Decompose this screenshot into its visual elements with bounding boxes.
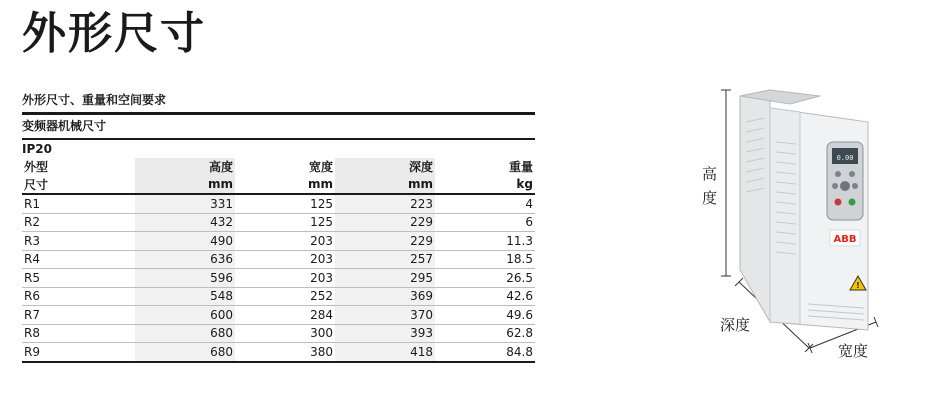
cell-frame: R8	[22, 324, 135, 343]
cell-depth: 295	[335, 269, 435, 288]
table-header-row	[22, 158, 535, 176]
cell-height: 636	[135, 250, 235, 269]
cell-width: 300	[235, 324, 335, 343]
cell-width: 252	[235, 287, 335, 306]
cell-frame: R2	[22, 213, 135, 232]
cell-height: 596	[135, 269, 235, 288]
cell-depth: 370	[335, 306, 435, 325]
cell-weight: 49.6	[435, 306, 535, 325]
cell-depth: 393	[335, 324, 435, 343]
width-unit: mm	[235, 176, 335, 195]
table-row	[22, 343, 535, 362]
height-label: 高度	[702, 165, 718, 207]
cell-width: 125	[235, 194, 335, 213]
table-row	[22, 194, 535, 213]
panel-display-text: 0.00	[836, 154, 854, 162]
cell-frame: R9	[22, 343, 135, 362]
cell-weight: 4	[435, 194, 535, 213]
cell-depth: 229	[335, 213, 435, 232]
cell-depth: 369	[335, 287, 435, 306]
depth-header: 深度	[335, 158, 435, 176]
height-header: 高度	[135, 158, 235, 176]
page-title: 外形尺寸	[22, 8, 206, 59]
cell-frame: R3	[22, 232, 135, 251]
cell-weight: 11.3	[435, 232, 535, 251]
cell-weight: 62.8	[435, 324, 535, 343]
table-row	[22, 250, 535, 269]
weight-header: 重量	[508, 160, 533, 175]
height-unit: mm	[135, 176, 235, 195]
subsection-title: 变频器机械尺寸	[22, 118, 535, 140]
table-row	[22, 287, 535, 306]
cell-width: 203	[235, 269, 335, 288]
svg-text:!: !	[856, 281, 860, 290]
cell-depth: 223	[335, 194, 435, 213]
drive-drawing	[700, 82, 890, 372]
cell-width: 125	[235, 213, 335, 232]
cell-frame: R5	[22, 269, 135, 288]
cell-frame: R6	[22, 287, 135, 306]
frame-header-line1: 外型	[24, 160, 49, 175]
section-title: 外形尺寸、重量和空间要求	[22, 92, 535, 115]
cell-weight: 26.5	[435, 269, 535, 288]
cell-frame: R1	[22, 194, 135, 213]
cell-width: 203	[235, 232, 335, 251]
cell-depth: 418	[335, 343, 435, 362]
cell-weight: 42.6	[435, 287, 535, 306]
table-units-row	[22, 176, 535, 195]
protection-class-label: IP20	[22, 142, 52, 156]
cell-depth: 257	[335, 250, 435, 269]
abb-logo: ABB	[833, 234, 857, 245]
panel-nav-button	[840, 181, 850, 191]
depth-unit: mm	[335, 176, 435, 195]
cell-frame: R7	[22, 306, 135, 325]
width-label: 宽度	[838, 342, 869, 360]
table-row	[22, 324, 535, 343]
table-row	[22, 306, 535, 325]
cell-height: 680	[135, 343, 235, 362]
cell-height: 600	[135, 306, 235, 325]
cell-weight: 84.8	[435, 343, 535, 362]
cell-weight: 18.5	[435, 250, 535, 269]
cell-width: 203	[235, 250, 335, 269]
depth-label: 深度	[720, 316, 751, 334]
cell-width: 284	[235, 306, 335, 325]
cell-height: 680	[135, 324, 235, 343]
frame-header-line2: 尺寸	[22, 176, 135, 195]
table-row	[22, 213, 535, 232]
cell-frame: R4	[22, 250, 135, 269]
width-header: 宽度	[308, 160, 333, 175]
cell-width: 380	[235, 343, 335, 362]
cell-weight: 6	[435, 213, 535, 232]
cell-height: 432	[135, 213, 235, 232]
cell-height: 331	[135, 194, 235, 213]
cell-height: 490	[135, 232, 235, 251]
table-row	[22, 232, 535, 251]
dimensions-table	[22, 158, 535, 363]
cell-height: 548	[135, 287, 235, 306]
table-row	[22, 269, 535, 288]
cell-depth: 229	[335, 232, 435, 251]
weight-unit: kg	[435, 176, 535, 195]
